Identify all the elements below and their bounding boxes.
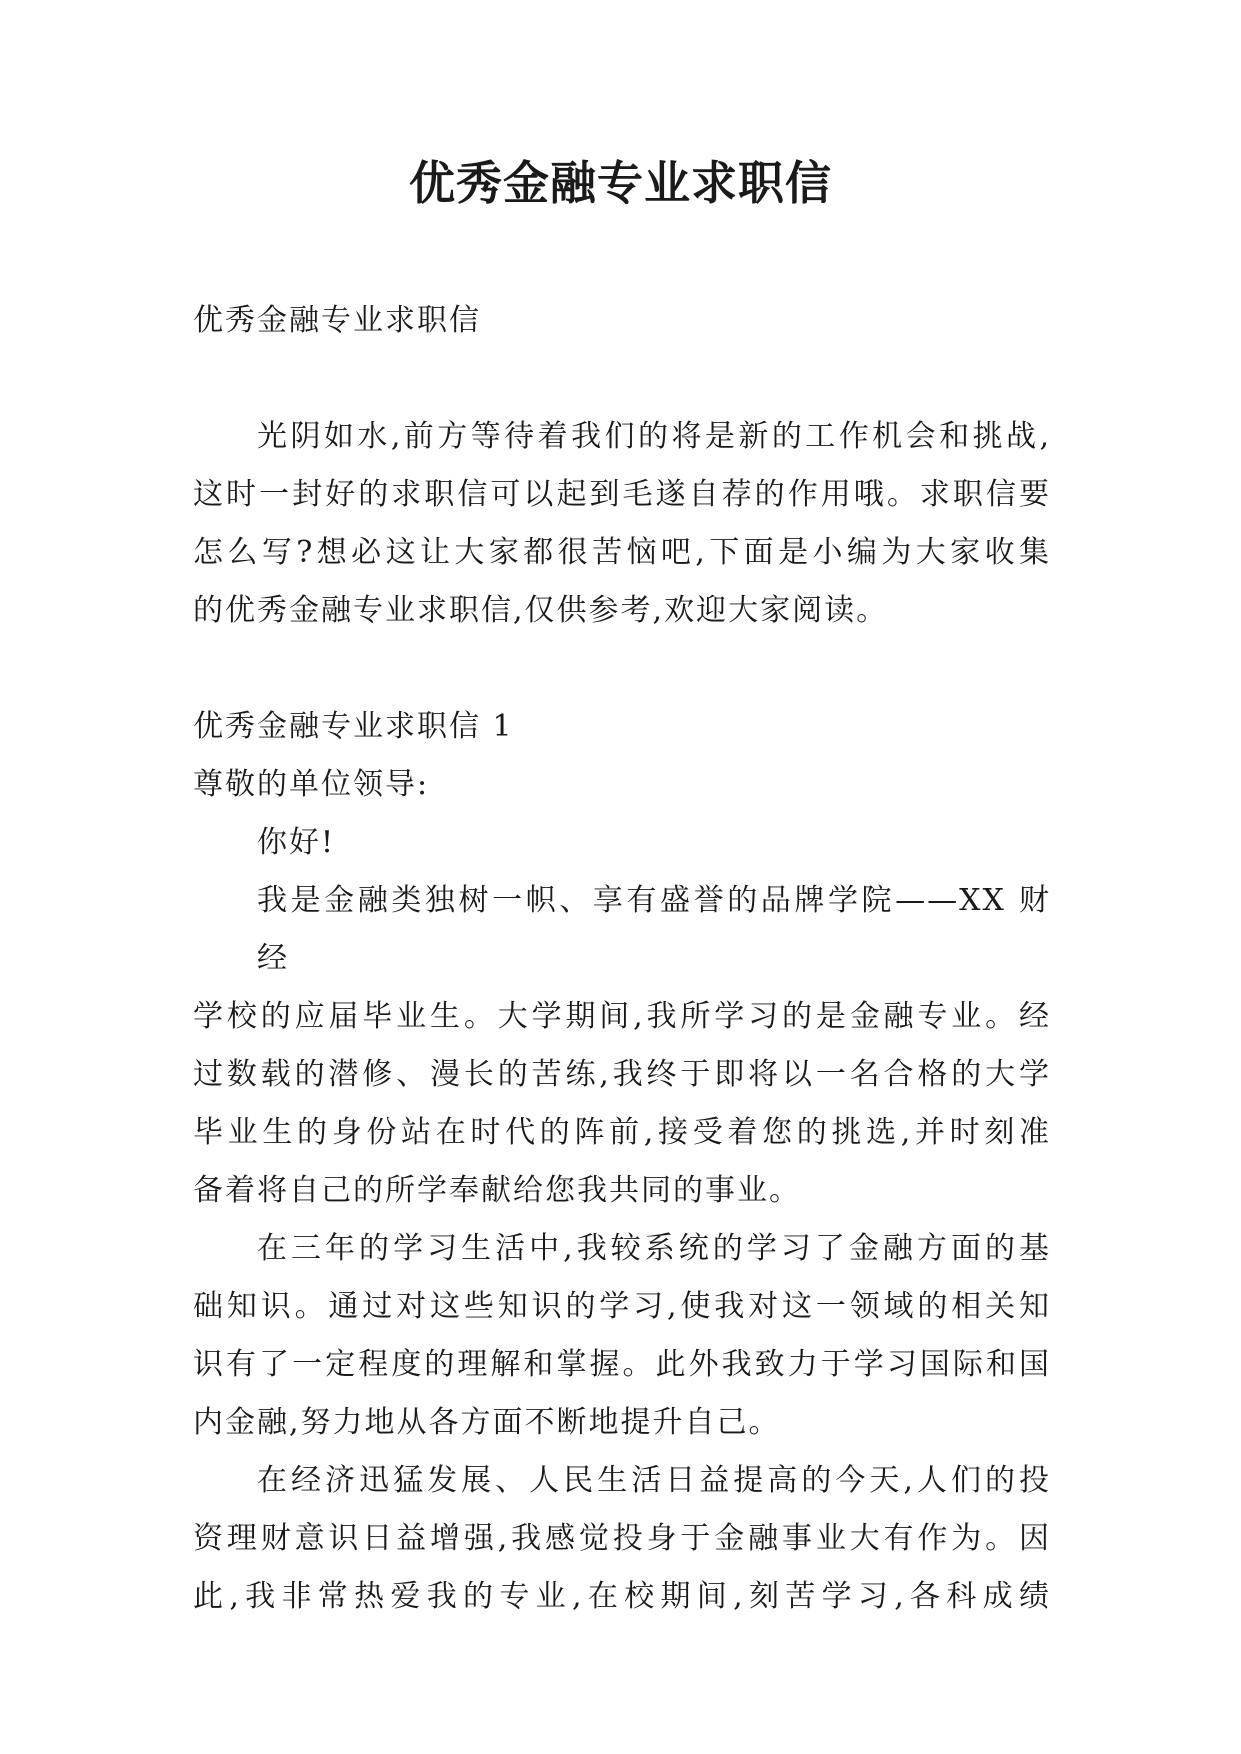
paragraph-line: 毕业生的身份站在时代的阵前,接受着您的挑选,并时刻准	[193, 1115, 1051, 1150]
paragraph-line: 在三年的学习生活中,我较系统的学习了金融方面的基	[257, 1231, 1051, 1266]
greeting: 你好!	[257, 825, 336, 860]
document-subtitle: 优秀金融专业求职信	[193, 303, 481, 338]
paragraph-line: 资理财意识日益增强,我感觉投身于金融事业大有作为。因	[193, 1521, 1051, 1556]
paragraph-3	[193, 1452, 1051, 1626]
paragraph-line: 此,我非常热爱我的专业,在校期间,刻苦学习,各科成绩	[193, 1579, 1051, 1614]
paragraph-line: 在经济迅猛发展、人民生活日益提高的今天,人们的投	[257, 1463, 1051, 1498]
paragraph-line: 备着将自己的所学奉献给您我共同的事业。	[193, 1173, 801, 1208]
section-heading: 优秀金融专业求职信 1	[193, 709, 514, 744]
intro-line: 怎么写?想必这让大家都很苦恼吧,下面是小编为大家收集	[193, 535, 1051, 570]
paragraph-line: 学校的应届毕业生。大学期间,我所学习的是金融专业。经	[193, 999, 1051, 1034]
paragraph-line: 内金融,努力地从各方面不断地提升自己。	[193, 1405, 781, 1440]
paragraph-2	[193, 1220, 1051, 1452]
paragraph-line: 识有了一定程度的理解和掌握。此外我致力于学习国际和国	[193, 1347, 1051, 1382]
intro-paragraph	[193, 408, 1051, 640]
document-title: 优秀金融专业求职信	[409, 156, 832, 210]
intro-line: 的优秀金融专业求职信,仅供参考,欢迎大家阅读。	[193, 593, 889, 628]
paragraph-line: 我是金融类独树一帜、享有盛誉的品牌学院——XX 财经	[257, 883, 1051, 976]
letter-section	[193, 698, 1051, 1626]
document-body	[193, 292, 1051, 1626]
intro-line: 光阴如水,前方等待着我们的将是新的工作机会和挑战,	[257, 419, 1051, 454]
intro-line: 这时一封好的求职信可以起到毛遂自荐的作用哦。求职信要	[193, 477, 1051, 512]
paragraph-line: 础知识。通过对这些知识的学习,使我对这一领域的相关知	[193, 1289, 1051, 1324]
paragraph-line: 过数载的潜修、漫长的苦练,我终于即将以一名合格的大学	[193, 1057, 1051, 1092]
paragraph-1	[193, 872, 1051, 1220]
salutation: 尊敬的单位领导:	[193, 767, 430, 802]
